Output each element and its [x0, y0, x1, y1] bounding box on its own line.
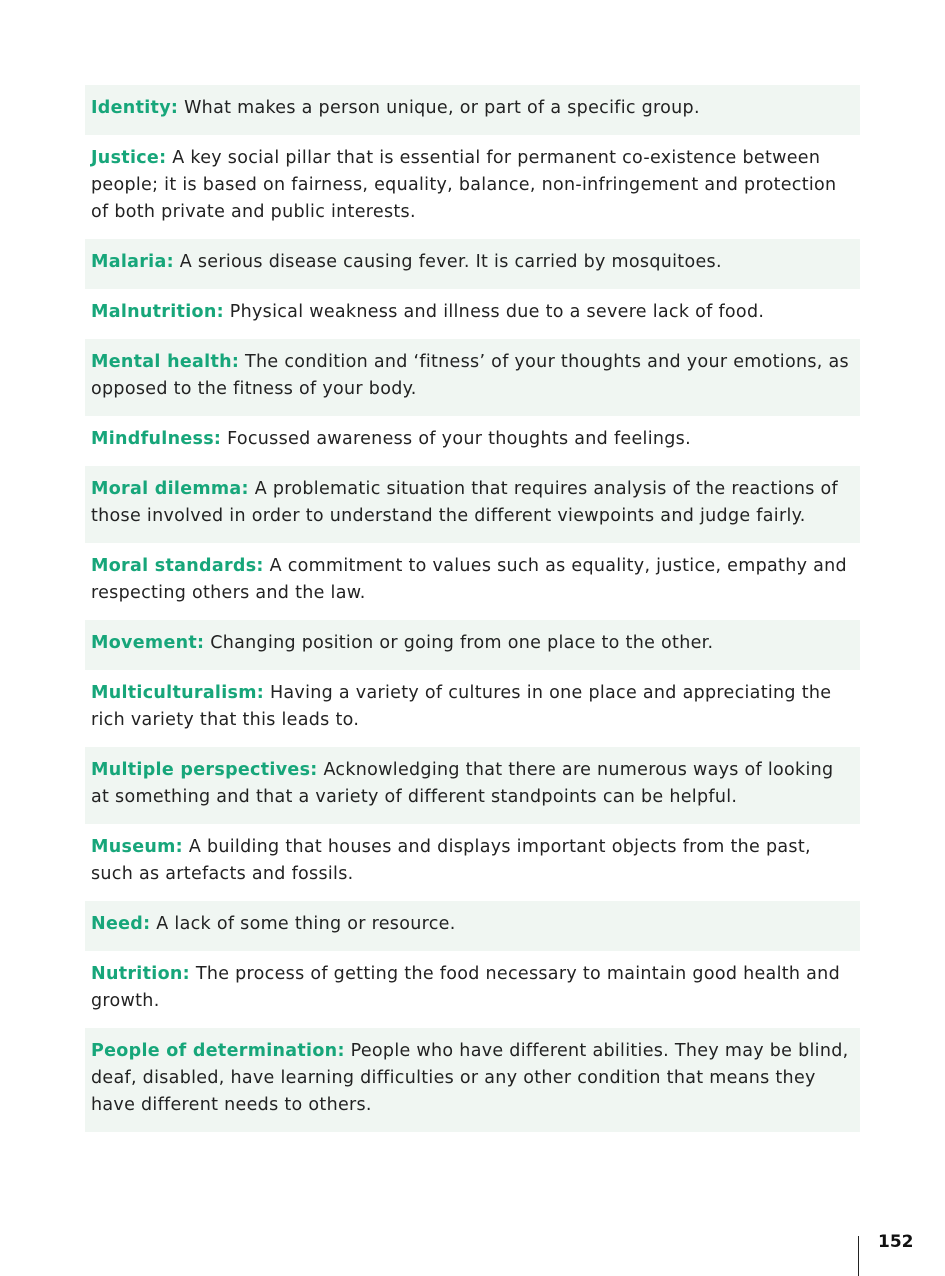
glossary-entry-museum — [85, 824, 860, 901]
glossary-term: Need: — [91, 914, 151, 934]
glossary-term: Moral dilemma: — [91, 479, 249, 499]
glossary-definition: A lack of some thing or resource. — [156, 914, 456, 934]
glossary-list — [85, 85, 860, 1132]
glossary-term: Justice: — [91, 148, 167, 168]
glossary-definition: What makes a person unique, or part of a specific group. — [184, 98, 700, 118]
glossary-definition: The condition and ‘fitness’ of your thoughts and your emotions, as opposed to the fitness of your body. — [91, 352, 849, 399]
glossary-definition: Having a variety of cultures in one place and appreciating the rich variety that this leads to. — [91, 683, 832, 730]
glossary-entry-justice — [85, 135, 860, 239]
glossary-entry-mental-health — [85, 339, 860, 416]
glossary-entry-identity — [85, 85, 860, 135]
glossary-term: Nutrition: — [91, 964, 190, 984]
glossary-term: Malaria: — [91, 252, 174, 272]
glossary-term: Mental health: — [91, 352, 240, 372]
glossary-term: Museum: — [91, 837, 183, 857]
glossary-term: Malnutrition: — [91, 302, 224, 322]
glossary-term: Multiple perspectives: — [91, 760, 318, 780]
glossary-definition: Acknowledging that there are numerous ways of looking at something and that a variety of different standpoints can be helpful. — [91, 760, 834, 807]
glossary-definition: A problematic situation that requires analysis of the reactions of those involved in order to understand the different viewpoints and judge fairly. — [91, 479, 838, 526]
glossary-definition: Changing position or going from one place to the other. — [210, 633, 714, 653]
glossary-entry-people-of-determination — [85, 1028, 860, 1132]
glossary-definition: Physical weakness and illness due to a severe lack of food. — [229, 302, 765, 322]
page-number-divider — [858, 1236, 859, 1276]
glossary-definition: The process of getting the food necessary to maintain good health and growth. — [91, 964, 840, 1011]
glossary-definition: A key social pillar that is essential for permanent co-existence between people; it is based on fairness, equality, balance, non-infringement and protection of both private and public interests. — [91, 148, 837, 222]
glossary-term: Moral standards: — [91, 556, 264, 576]
glossary-entry-movement — [85, 620, 860, 670]
glossary-entry-mindfulness — [85, 416, 860, 466]
glossary-entry-need — [85, 901, 860, 951]
glossary-entry-multiple-perspectives — [85, 747, 860, 824]
glossary-definition: A serious disease causing fever. It is carried by mosquitoes. — [179, 252, 722, 272]
glossary-definition: Focussed awareness of your thoughts and feelings. — [227, 429, 691, 449]
glossary-definition: A building that houses and displays important objects from the past, such as artefacts and fossils. — [91, 837, 811, 884]
glossary-entry-multiculturalism — [85, 670, 860, 747]
glossary-definition: People who have different abilities. They may be blind, deaf, disabled, have learning difficulties or any other condition that means they have different needs to others. — [91, 1041, 849, 1115]
glossary-definition: A commitment to values such as equality, justice, empathy and respecting others and the law. — [91, 556, 847, 603]
glossary-entry-malaria — [85, 239, 860, 289]
glossary-term: People of determination: — [91, 1041, 345, 1061]
page-number: 152 — [878, 1232, 914, 1252]
glossary-entry-nutrition — [85, 951, 860, 1028]
glossary-term: Identity: — [91, 98, 179, 118]
glossary-entry-moral-standards — [85, 543, 860, 620]
glossary-term: Multiculturalism: — [91, 683, 265, 703]
glossary-entry-malnutrition — [85, 289, 860, 339]
glossary-term: Movement: — [91, 633, 205, 653]
glossary-entry-moral-dilemma — [85, 466, 860, 543]
glossary-term: Mindfulness: — [91, 429, 222, 449]
